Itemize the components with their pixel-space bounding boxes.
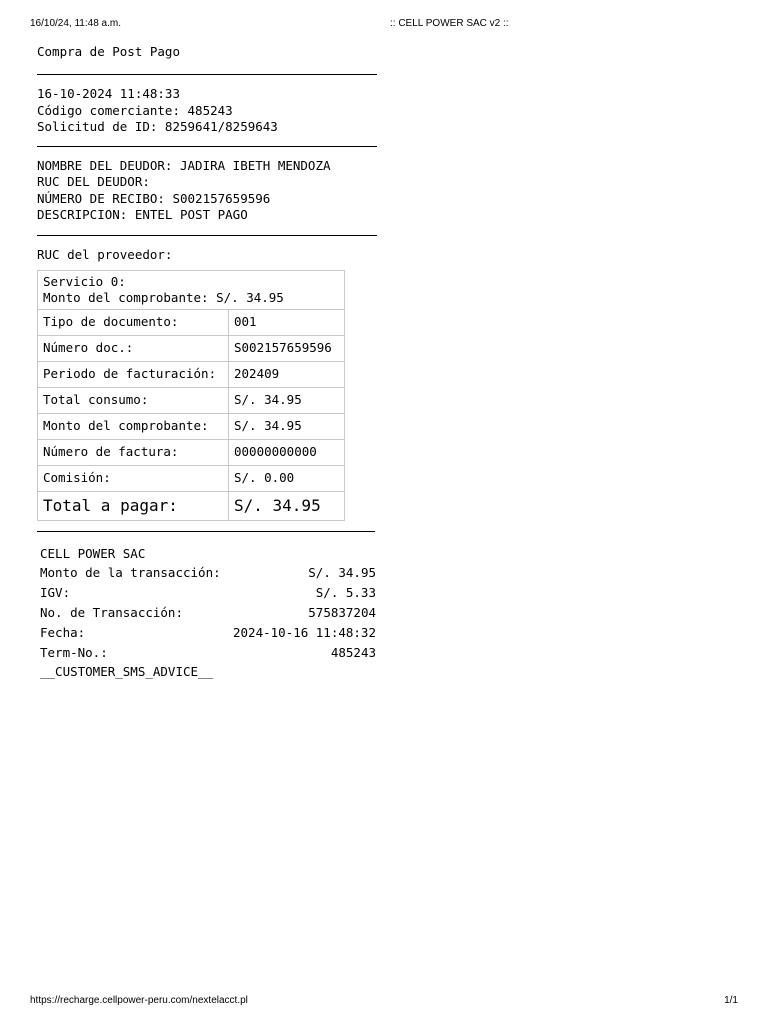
summary-value: 575837204	[308, 605, 376, 621]
total-label: Total a pagar:	[38, 491, 229, 520]
total-value: S/. 34.95	[229, 491, 345, 520]
table-row	[38, 387, 345, 413]
receipt	[37, 44, 377, 682]
row-label: Monto del comprobante:	[38, 413, 229, 439]
divider	[37, 531, 375, 532]
row-label: Número de factura:	[38, 439, 229, 465]
row-value: S/. 34.95	[229, 413, 345, 439]
sms-advice: __CUSTOMER_SMS_ADVICE__	[40, 664, 214, 680]
row-value: S/. 0.00	[229, 465, 345, 491]
table-row	[38, 309, 345, 335]
summary-value: 485243	[330, 644, 376, 660]
table-row	[38, 335, 345, 361]
company-name: CELL POWER SAC	[40, 545, 146, 561]
summary-value: S/. 5.33	[315, 585, 376, 601]
debtor-name: NOMBRE DEL DEUDOR: JADIRA IBETH MENDOZA	[37, 158, 331, 174]
row-value: S002157659596	[229, 335, 345, 361]
row-value: 00000000000	[229, 439, 345, 465]
divider	[37, 74, 377, 75]
summary-label: Monto de la transacción:	[40, 565, 221, 581]
row-label: Número doc.:	[38, 335, 229, 361]
summary-label: Fecha:	[40, 624, 86, 640]
print-page-title: :: CELL POWER SAC v2 ::	[390, 18, 509, 29]
page-number: 1/1	[724, 995, 738, 1006]
divider	[37, 146, 377, 147]
receipt-heading: Compra de Post Pago	[37, 44, 180, 59]
row-label: Tipo de documento:	[38, 309, 229, 335]
service-label: Servicio 0:	[43, 273, 126, 289]
print-footer	[30, 995, 738, 1006]
receipt-number: NÚMERO DE RECIBO: S002157659596	[37, 190, 271, 206]
table-row	[38, 361, 345, 387]
summary-row	[40, 623, 376, 643]
merchant-code: Código comerciante: 485243	[37, 102, 233, 118]
row-label: Comisión:	[38, 465, 229, 491]
row-label: Periodo de facturación:	[38, 361, 229, 387]
provider-ruc: RUC del proveedor:	[37, 247, 173, 263]
service-amount: Monto del comprobante: S/. 34.95	[43, 289, 284, 305]
service-table-header	[38, 270, 345, 309]
summary-label: IGV:	[40, 585, 71, 601]
divider	[37, 235, 377, 236]
table-row	[38, 413, 345, 439]
request-id: Solicitud de ID: 8259641/8259643	[37, 118, 278, 134]
debtor-ruc: RUC DEL DEUDOR:	[37, 174, 150, 190]
row-value: 001	[229, 309, 345, 335]
row-label: Total consumo:	[38, 387, 229, 413]
page-url[interactable]: https://recharge.cellpower-peru.com/nextelacct.pl	[30, 995, 248, 1006]
summary-row	[40, 563, 376, 583]
row-value: S/. 34.95	[229, 387, 345, 413]
transaction-datetime: 16-10-2024 11:48:33	[37, 86, 180, 102]
summary-label: Term-No.:	[40, 644, 108, 660]
table-row	[38, 439, 345, 465]
summary-value: S/. 34.95	[308, 565, 376, 581]
service-description: DESCRIPCION: ENTEL POST PAGO	[37, 207, 248, 223]
summary-row	[40, 583, 376, 603]
summary-row	[40, 643, 376, 663]
print-datetime: 16/10/24, 11:48 a.m.	[30, 18, 121, 29]
table-row	[38, 465, 345, 491]
print-header	[30, 18, 738, 29]
service-table	[37, 270, 345, 521]
total-row	[38, 491, 345, 520]
row-value: 202409	[229, 361, 345, 387]
summary-row	[40, 603, 376, 623]
transaction-summary	[37, 544, 376, 683]
summary-value: 2024-10-16 11:48:32	[233, 624, 376, 640]
summary-label: No. de Transacción:	[40, 605, 183, 621]
